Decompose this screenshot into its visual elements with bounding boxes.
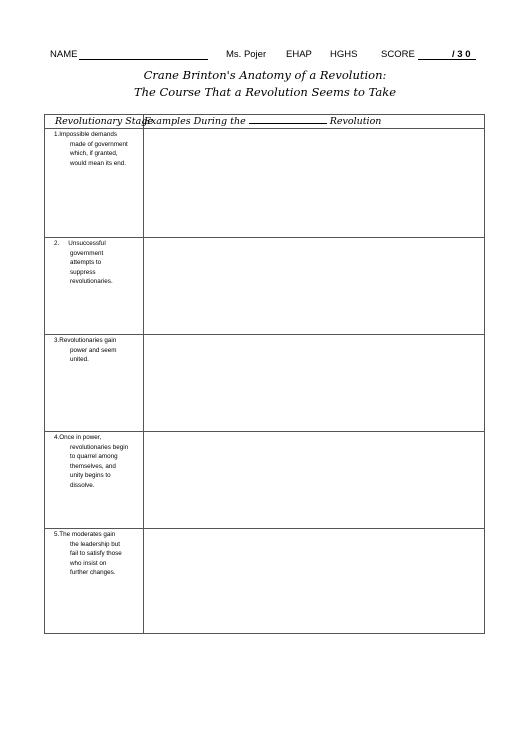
stage-text: Once in power, xyxy=(59,434,102,441)
examples-cell[interactable] xyxy=(144,529,485,634)
stage-number: 2. xyxy=(54,240,60,247)
stage-text: who insist on xyxy=(70,559,107,567)
stage-text: themselves, and xyxy=(70,462,116,470)
name-field[interactable] xyxy=(79,49,208,60)
school-name: HGHS xyxy=(330,49,358,60)
stage-text: attempts to xyxy=(70,259,102,266)
stage-cell xyxy=(45,129,144,238)
stage-cell xyxy=(45,432,144,529)
title-work: Anatomy of a Revolution xyxy=(239,68,383,82)
title-colon: : xyxy=(382,68,387,82)
stage-cell xyxy=(45,238,144,335)
stage-text: further changes. xyxy=(70,569,116,576)
score-label: SCORE xyxy=(381,49,415,60)
stage-text: to quarrel among xyxy=(70,453,118,460)
stage-cell xyxy=(45,335,144,432)
stage-text: united. xyxy=(70,356,89,363)
table-row xyxy=(45,335,485,432)
table-row xyxy=(45,238,485,335)
table-row xyxy=(45,432,485,529)
table-row xyxy=(45,129,485,238)
examples-cell[interactable] xyxy=(144,238,485,335)
stage-text: suppress xyxy=(70,268,96,276)
stage-cell xyxy=(45,529,144,634)
title-author: Crane Brinton's xyxy=(143,68,236,82)
stage-text: the leadership but xyxy=(70,540,121,548)
stage-text: Unsuccessful xyxy=(68,240,106,247)
revolution-name-blank[interactable] xyxy=(249,115,327,124)
score-total: / 3 0 xyxy=(452,49,471,60)
stage-text: Revolutionaries gain xyxy=(59,337,117,344)
stage-text: dissolve. xyxy=(70,481,95,489)
stage-text: Impossible demands xyxy=(59,131,118,138)
revolution-table xyxy=(44,114,485,634)
stage-text: power and seem xyxy=(70,346,117,354)
stage-column-header: Revolutionary Stage xyxy=(45,115,144,129)
stage-text: would mean its end. xyxy=(70,159,127,167)
examples-column-header: Examples During the Revolution xyxy=(144,115,485,129)
title-line-2: The Course That a Revolution Seems to Take xyxy=(133,85,397,99)
stage-text: unity begins to xyxy=(70,472,111,479)
stage-number: 3. xyxy=(54,337,60,344)
title-line-1 xyxy=(0,68,530,82)
stage-text: made of government xyxy=(70,140,128,148)
stage-text: which, if granted, xyxy=(70,150,118,157)
stage-text: fail to satisfy those xyxy=(70,550,122,557)
stage-text: government xyxy=(70,249,104,257)
stage-number: 5. xyxy=(54,531,60,538)
name-label: NAME xyxy=(50,49,78,60)
examples-cell[interactable] xyxy=(144,129,485,238)
header-line xyxy=(0,48,530,62)
stage-text: revolutionaries begin xyxy=(70,443,129,451)
stage-text: The moderates gain xyxy=(59,531,116,538)
course-name: EHAP xyxy=(286,49,312,60)
table-header-row xyxy=(45,115,485,129)
examples-cell[interactable] xyxy=(144,432,485,529)
teacher-name: Ms. Pojer xyxy=(226,49,267,60)
stage-number: 1. xyxy=(54,131,60,138)
table-row xyxy=(45,529,485,634)
stage-text: revolutionaries. xyxy=(70,278,113,285)
examples-cell[interactable] xyxy=(144,335,485,432)
stage-number: 4. xyxy=(54,434,60,441)
